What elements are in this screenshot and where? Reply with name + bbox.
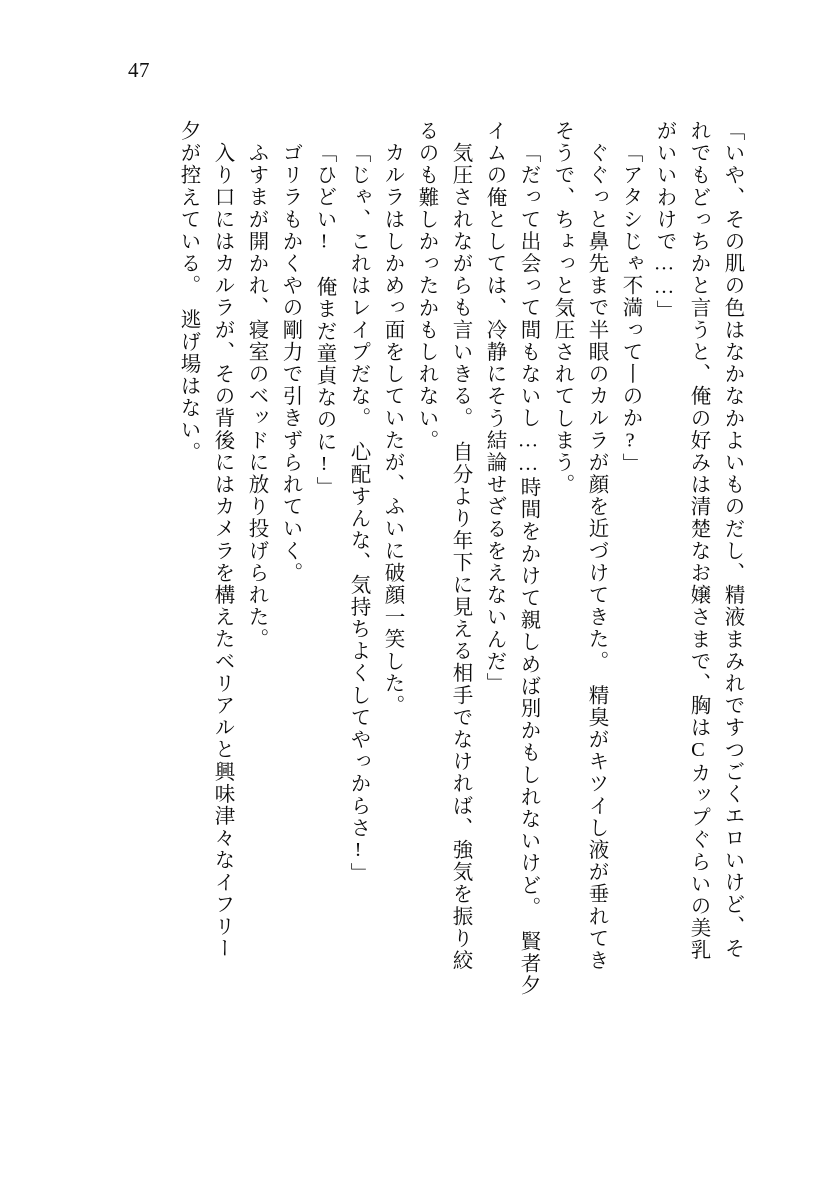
text-line: がいいわけで……」: [653, 120, 675, 322]
text-line: るのも難しかったかもしれない。: [415, 120, 437, 452]
text-line: 夕が控えている。 逃げ場はない。: [177, 120, 199, 464]
text-line: イムの俺としては、冷静にそう結論せざるをえないんだ」: [483, 120, 505, 695]
text-line: 入り口にはカルラが、その背後にはカメラを構えたベリアルと興味津々なイフリー: [211, 142, 233, 960]
text-line: ふすまが開かれ、寝室のベッドに放り投げられた。: [245, 142, 267, 651]
text-line: カルラはしかめっ面をしていたが、ふいに破顔一笑した。: [381, 142, 403, 717]
text-line: ゴリラもかくやの剛力で引きずられていく。: [279, 142, 301, 584]
text-line: 「じゃ、これはレイプだな。 心配すんな、気持ちよくしてやっからさ!」: [347, 142, 369, 885]
text-line: ぐぐっと鼻先まで半眼のカルラが顔を近づけてきた。 精臭がキツイし液が垂れてき: [585, 142, 607, 972]
text-line: れでもどっちかと言うと、俺の好みは清楚なお嬢さまで、胸はCカップぐらいの美乳: [687, 120, 709, 962]
text-line: そうで、ちょっと気圧されてしまう。: [551, 120, 573, 496]
page-number: 47: [128, 58, 150, 82]
text-line: 気圧されながらも言いきる。 自分より年下に見える相手でなければ、強気を振り絞: [449, 142, 471, 972]
text-line: 「いや、その肌の色はなかなかよいものだし、精液まみれですつごくエロいけど、そ: [721, 120, 743, 960]
vertical-text-body: [90, 120, 742, 1087]
text-line: 「ひどい! 俺まだ童貞なのに!」: [313, 142, 335, 499]
text-line: 「アタシじゃ不満って丨のか?」: [619, 142, 641, 475]
text-line: 「だって出会って間もないし……時間をかけて親しめば別かもしれないけど。 賢者夕: [517, 142, 539, 997]
